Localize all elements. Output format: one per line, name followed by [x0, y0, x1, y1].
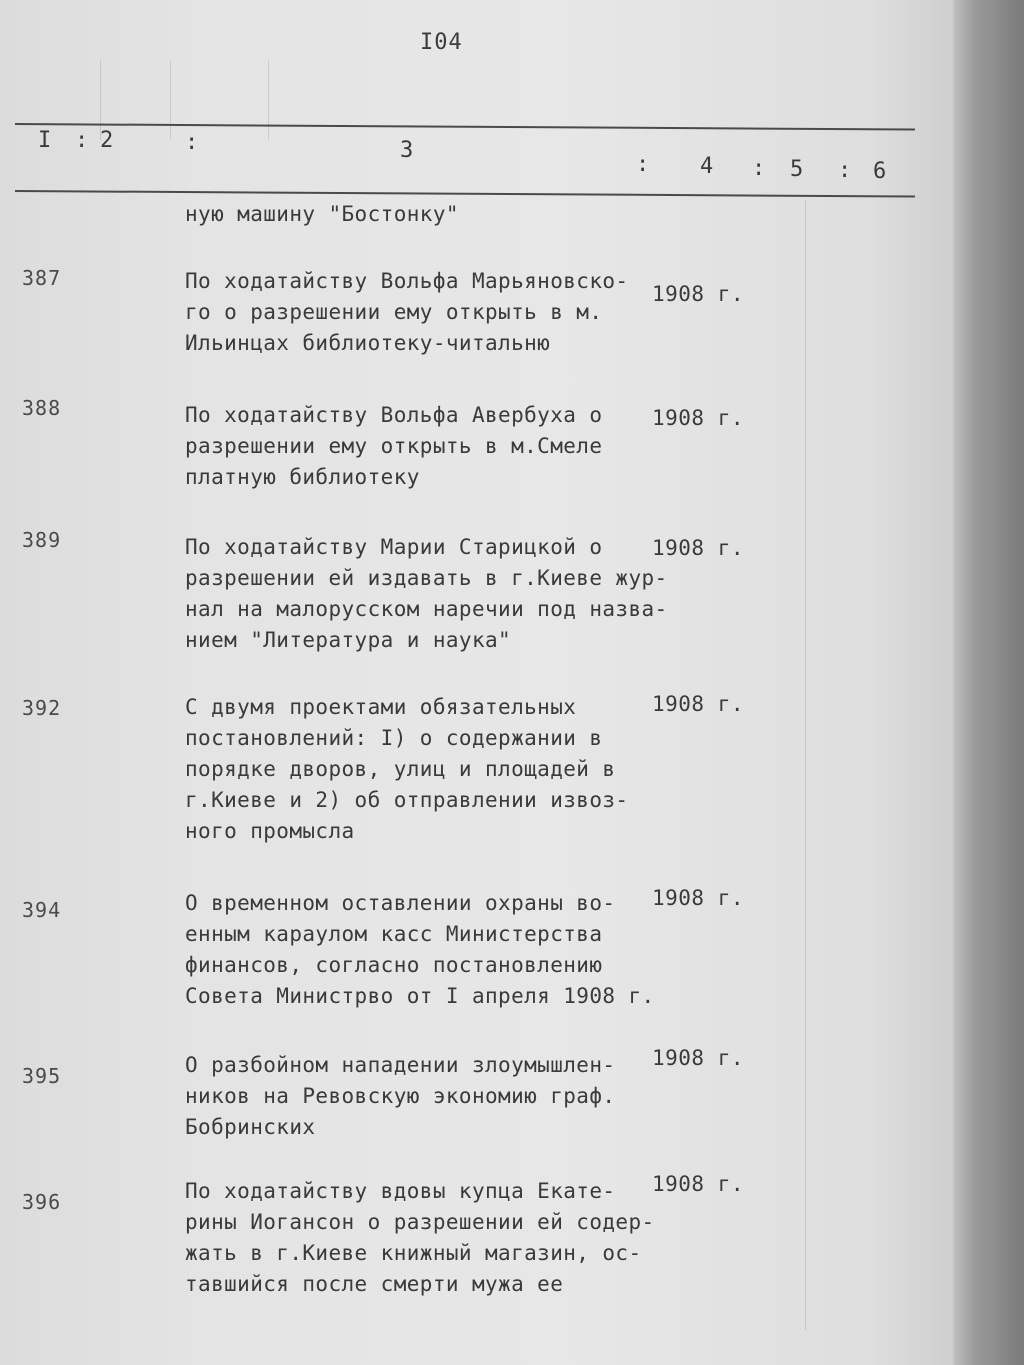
text-line: г.Киеве и 2) об отправлении извоз-	[185, 788, 629, 812]
entry-text	[185, 400, 602, 493]
text-line: финансов, согласно постановлению	[185, 953, 603, 977]
text-line: ников на Ревовскую экономию граф.	[185, 1084, 616, 1108]
column-header-4: 4	[700, 154, 714, 179]
text-line: По ходатайству вдовы купца Екате-	[185, 1179, 616, 1203]
column-separator: :	[752, 156, 766, 181]
entry-number: 388	[22, 396, 62, 420]
text-line: го о разрешении ему открыть в м.	[185, 300, 603, 324]
entry-date: 1908 г.	[652, 1046, 745, 1070]
text-line: жать в г.Киеве книжный магазин, ос-	[185, 1241, 642, 1265]
entry-text	[185, 888, 655, 1012]
text-line: порядке дворов, улиц и площадей в	[185, 757, 616, 781]
header-rule-top	[15, 123, 915, 130]
text-line: О разбойном нападении злоумышлен-	[185, 1053, 616, 1077]
text-line: рины Иогансон о разрешении ей содер-	[185, 1210, 655, 1234]
entry-date: 1908 г.	[652, 282, 745, 306]
text-line: нием "Литература и наука"	[185, 628, 512, 652]
bleed-line	[805, 200, 806, 1330]
text-line: С двумя проектами обязательных	[185, 695, 577, 719]
entry-text	[185, 1050, 615, 1143]
text-line: нал на малорусском наречии под назва-	[185, 597, 668, 621]
column-separator: :	[838, 158, 852, 183]
entry-date: 1908 г.	[652, 406, 745, 430]
column-header-6: 6	[873, 159, 887, 184]
text-line: постановлений: I) о содержании в	[185, 726, 603, 750]
entry-text	[185, 266, 628, 359]
column-separator: :	[185, 130, 199, 155]
entry-number: 387	[22, 266, 62, 290]
text-line: ную машину "Бостонку"	[185, 202, 459, 226]
text-line: Бобринских	[185, 1115, 316, 1139]
page-number: I04	[420, 30, 463, 55]
text-line: По ходатайству Вольфа Авербуха о	[185, 403, 603, 427]
entry-date: 1908 г.	[652, 536, 745, 560]
text-line: разрешении ему открыть в м.Смеле	[185, 434, 603, 458]
text-line: По ходатайству Вольфа Марьяновско-	[185, 269, 629, 293]
column-header-2: 2	[100, 128, 114, 153]
entry-date: 1908 г.	[652, 886, 745, 910]
entry-date: 1908 г.	[652, 1172, 745, 1196]
header-rule-bottom	[15, 190, 915, 197]
column-separator: :	[636, 152, 650, 177]
text-line: О временном оставлении охраны во-	[185, 891, 616, 915]
entry-date: 1908 г.	[652, 692, 745, 716]
text-line: тавшийся после смерти мужа ее	[185, 1272, 564, 1296]
column-header-1: I	[38, 128, 52, 153]
text-line: ного промысла	[185, 819, 355, 843]
column-header-row	[0, 0, 960, 200]
column-separator: :	[75, 128, 89, 153]
entry-text	[185, 532, 668, 656]
continuation-text	[185, 199, 459, 230]
text-line: енным караулом касс Министерства	[185, 922, 603, 946]
page-edge-shadow	[955, 0, 1024, 1365]
text-line: По ходатайству Марии Старицкой о	[185, 535, 603, 559]
text-line: разрешении ей издавать в г.Киеве жур-	[185, 566, 668, 590]
entry-number: 392	[22, 696, 62, 720]
entry-text	[185, 1176, 655, 1300]
entry-number: 394	[22, 898, 62, 922]
text-line: Ильинцах библиотеку-читальню	[185, 331, 551, 355]
entry-text	[185, 692, 628, 847]
column-header-5: 5	[790, 157, 804, 182]
text-line: платную библиотеку	[185, 465, 420, 489]
entry-number: 396	[22, 1190, 62, 1214]
text-line: Совета Министрво от I апреля 1908 г.	[185, 984, 655, 1008]
column-header-3: 3	[400, 138, 414, 163]
entry-number: 395	[22, 1064, 62, 1088]
entry-number: 389	[22, 528, 62, 552]
